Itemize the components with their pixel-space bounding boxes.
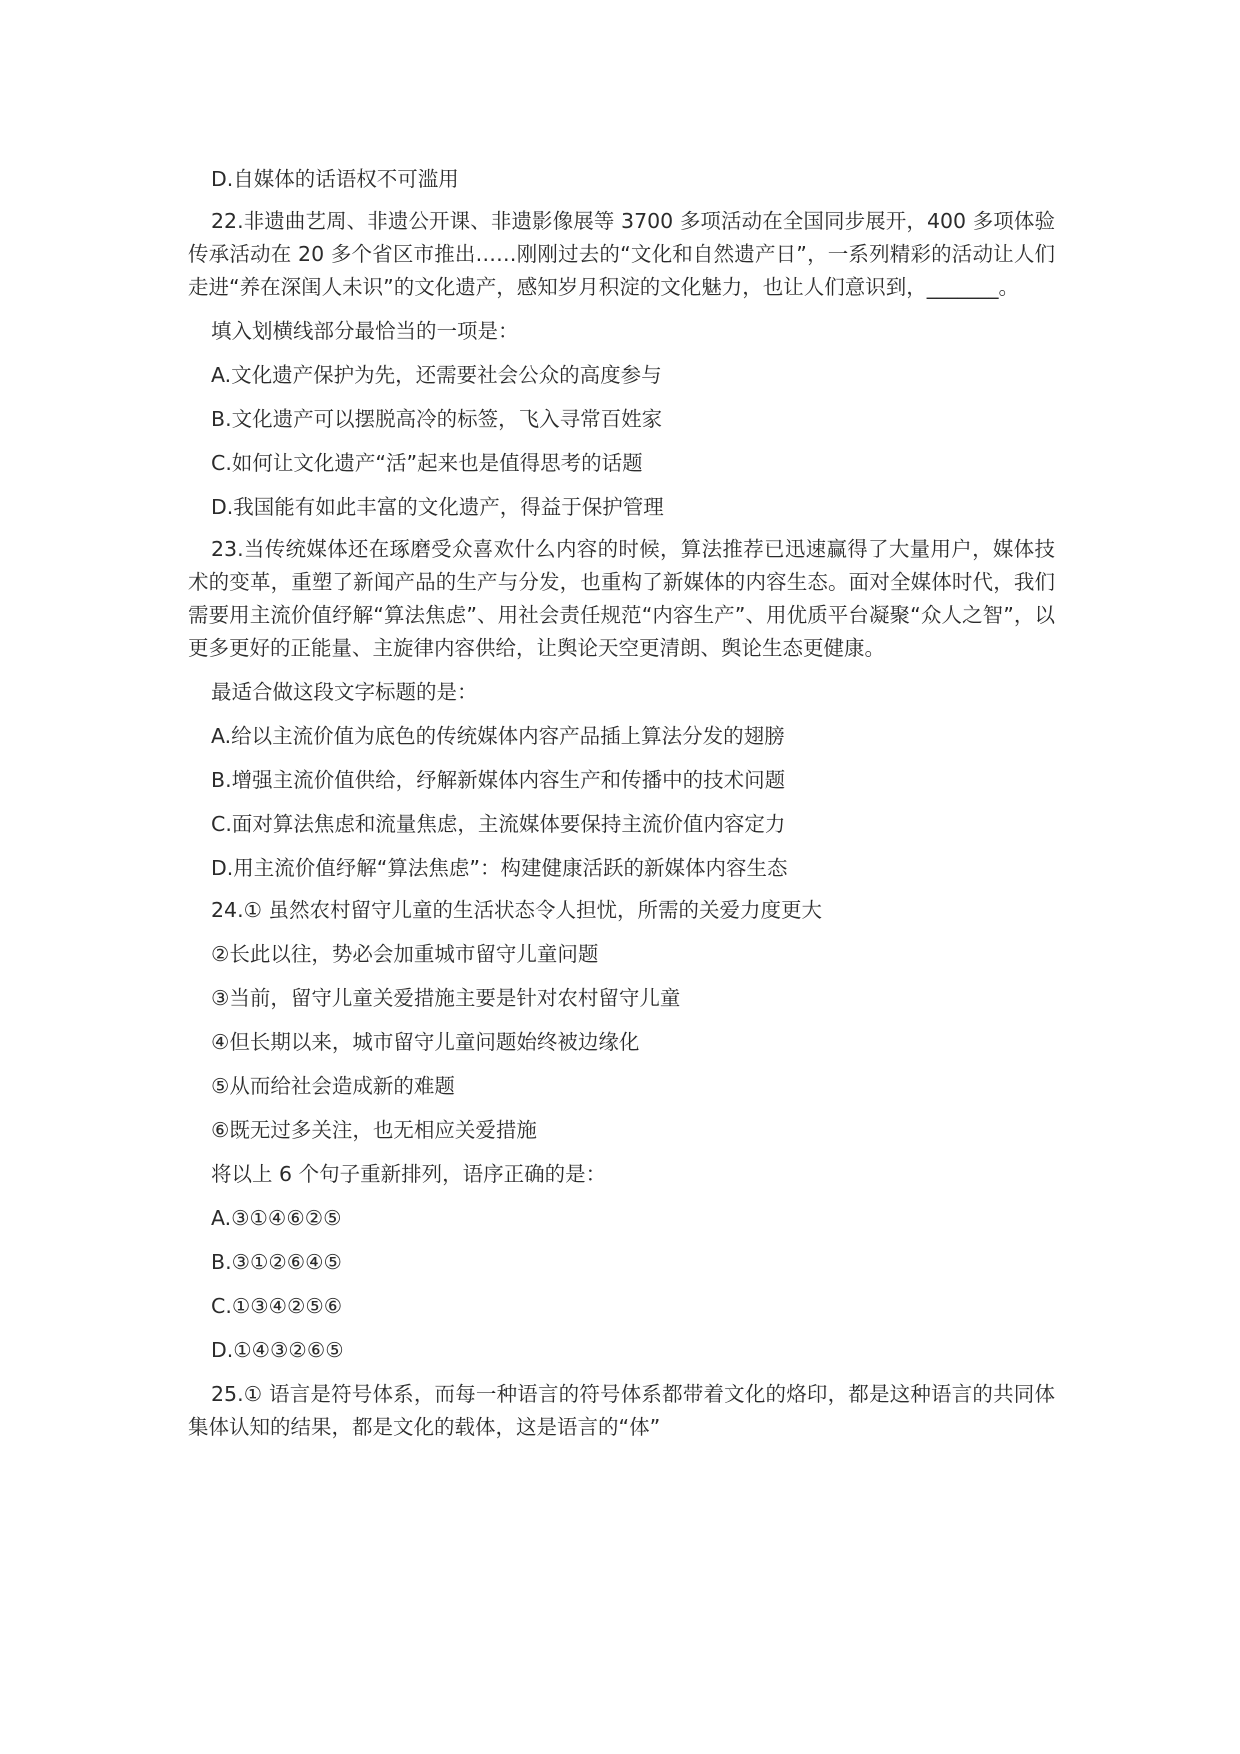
q22-option-c: C.如何让文化遗产“活”起来也是值得思考的话题 [211, 451, 643, 475]
page-content [188, 163, 1055, 1444]
q24-sentence-5: ⑤从而给社会造成新的难题 [211, 1074, 455, 1098]
q24-sentence-2: ②长此以往，势必会加重城市留守儿童问题 [211, 942, 599, 966]
q23-option-d: D.用主流价值纾解“算法焦虑”：构建健康活跃的新媒体内容生态 [211, 856, 788, 880]
q22-option-b: B.文化遗产可以摆脱高冷的标签，飞入寻常百姓家 [211, 407, 663, 431]
q24-option-c: C.①③④②⑤⑥ [211, 1294, 343, 1318]
q23-option-c: C.面对算法焦虑和流量焦虑，主流媒体要保持主流价值内容定力 [211, 812, 786, 836]
q24-sentence-3: ③当前，留守儿童关爱措施主要是针对农村留守儿童 [211, 986, 681, 1010]
q23-option-a: A.给以主流价值为底色的传统媒体内容产品插上算法分发的翅膀 [211, 724, 785, 748]
q25-stem: 25.① 语言是符号体系，而每一种语言的符号体系都带着文化的烙印，都是这种语言的共同体集体认知的结果，都是文化的载体，这是语言的“体” [188, 1382, 1055, 1439]
q23-option-b: B.增强主流价值供给，纾解新媒体内容生产和传播中的技术问题 [211, 768, 786, 792]
q21-option-d: D.自媒体的话语权不可滥用 [211, 167, 459, 191]
q23-stem: 23.当传统媒体还在琢磨受众喜欢什么内容的时候，算法推荐已迅速赢得了大量用户，媒体技术的变革，重塑了新闻产品的生产与分发，也重构了新媒体的内容生态。面对全媒体时代，我们需要用主流价值纾解“算法焦虑”、用社会责任规范“内容生产”、用优质平台凝聚“众人之智”，以更多更好的正能量、主旋律内容供给，让舆论天空更清朗、舆论生态更健康。 [188, 537, 1055, 660]
q24-option-b: B.③①②⑥④⑤ [211, 1250, 342, 1274]
q22-prompt: 填入划横线部分最恰当的一项是： [211, 319, 519, 343]
q24-option-d: D.①④③②⑥⑤ [211, 1338, 344, 1362]
q24-option-a: A.③①④⑥②⑤ [211, 1206, 342, 1230]
q24-prompt: 将以上 6 个句子重新排列，语序正确的是： [211, 1162, 607, 1186]
q23-prompt: 最适合做这段文字标题的是： [211, 680, 478, 704]
q22-option-a: A.文化遗产保护为先，还需要社会公众的高度参与 [211, 363, 662, 387]
q24-sentence-6: ⑥既无过多关注，也无相应关爱措施 [211, 1118, 537, 1142]
q22-stem: 22.非遗曲艺周、非遗公开课、非遗影像展等 3700 多项活动在全国同步展开，400 多项体验传承活动在 20 多个省区市推出……刚刚过去的“文化和自然遗产日”，一系列精彩的活动让人们走进“养在深闺人未识”的文化遗产，感知岁月积淀的文化魅力，也让人们意识到，_______。 [188, 209, 1055, 299]
q24-sentence-1: 24.① 虽然农村留守儿童的生活状态令人担忧，所需的关爱力度更大 [211, 898, 822, 922]
q22-option-d: D.我国能有如此丰富的文化遗产，得益于保护管理 [211, 495, 664, 519]
q24-sentence-4: ④但长期以来，城市留守儿童问题始终被边缘化 [211, 1030, 640, 1054]
